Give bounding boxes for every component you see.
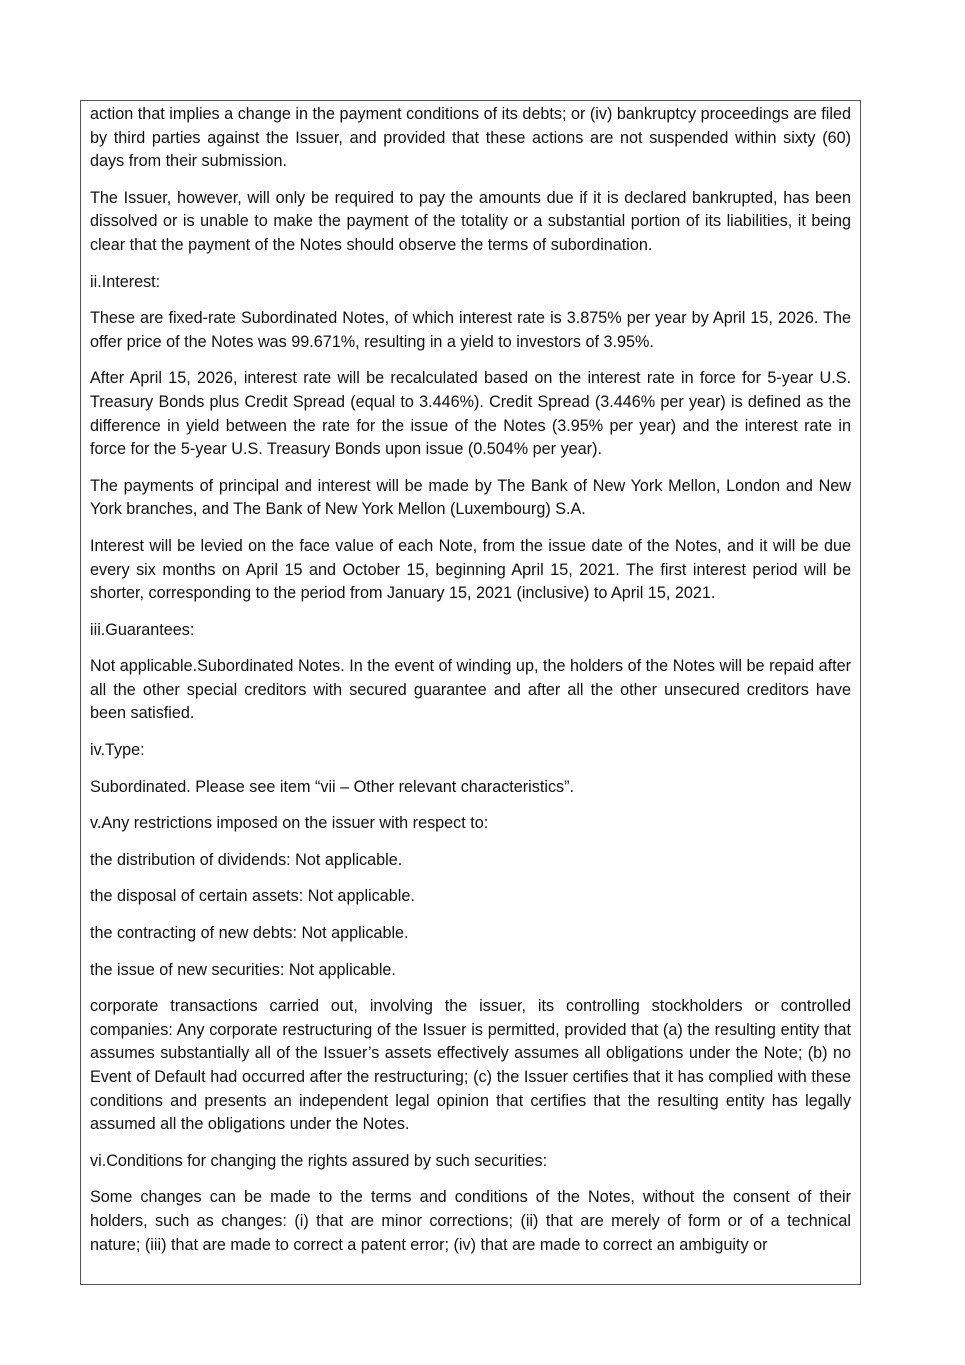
paragraph-changes-without-consent: Some changes can be made to the terms and conditions of the Notes, without the consent of their holders, such as changes: (i) that are minor corrections; (ii) that are merely of form or of a technical nature; (iii) that are made to correct a patent error; (iv) that are made to correct an ambiguity or xyxy=(90,1188,851,1254)
restriction-asset-disposal: the disposal of certain assets: Not applicable. xyxy=(90,887,415,906)
paragraph-interest-schedule: Interest will be levied on the face value of each Note, from the issue date of the Notes, and it will be due every six months on April 15 and October 15, beginning April 15, 2021. The first interest period will be shorter, corresponding to the period from January 15, 2021 (inclusive) to April 15, 2021. xyxy=(90,536,851,603)
section-heading-interest: ii.Interest: xyxy=(90,272,161,291)
paragraph-paying-agents: The payments of principal and interest will be made by The Bank of New York Mellon, London and New York branches, and The Bank of New York Mellon (Luxembourg) S.A. xyxy=(90,476,851,519)
paragraph-guarantees: Not applicable.Subordinated Notes. In the event of winding up, the holders of the Notes will be repaid after all the other special creditors with secured guarantee and after all the other unsecured creditors have been satisfied. xyxy=(90,657,851,723)
paragraph-fixed-rate: These are fixed-rate Subordinated Notes, of which interest rate is 3.875% per year by April 15, 2026. The offer price of the Notes was 99.671%, resulting in a yield to investors of 3.95%. xyxy=(90,309,851,351)
paragraph-rate-recalculation: After April 15, 2026, interest rate will be recalculated based on the interest rate in force for 5-year U.S. Treasury Bonds plus Credit Spread (equal to 3.446%). Credit Spread (3.446% per year) is defined as the difference in yield between the rate for the issue of the Notes (3.95% per year) and the interest rate in force for the 5-year U.S. Treasury Bonds upon issue (0.504% per year). xyxy=(90,369,851,459)
document-frame xyxy=(80,100,861,1285)
restriction-dividends: the distribution of dividends: Not applicable. xyxy=(90,850,403,869)
restriction-new-securities: the issue of new securities: Not applicable. xyxy=(90,960,396,979)
restriction-corporate-transactions: corporate transactions carried out, involving the issuer, its controlling stockholders or controlled companies: Any corporate restructuring of the Issuer is permitted, provided that (a) the resulting entity that assumes substantially all of the Issuer’s assets effectively assumes all obligations under the Note; (b) no Event of Default had occurred after the restructuring; (c) the Issuer certifies that it has complied with these conditions and presents an independent legal opinion that certifies that the resulting entity has legally assumed all the obligations under the Notes. xyxy=(90,997,851,1134)
paragraph-type: Subordinated. Please see item “vii – Other relevant characteristics”. xyxy=(90,777,575,796)
section-heading-type: iv.Type: xyxy=(90,741,145,760)
section-heading-guarantees: iii.Guarantees: xyxy=(90,620,195,639)
paragraph-issuer-payment-obligation: The Issuer, however, will only be required to pay the amounts due if it is declared bankrupted, has been dissolved or is unable to make the payment of the totality or a substantial portion of its liabilities, it being clear that the payment of the Notes should observe the terms of subordination. xyxy=(90,188,851,254)
section-heading-restrictions: v.Any restrictions imposed on the issuer with respect to: xyxy=(90,814,489,833)
paragraph-bankruptcy-continuation: action that implies a change in the payment conditions of its debts; or (iv) bankruptcy proceedings are filed by third parties against the Issuer, and provided that these actions are not suspended within sixty (60) days from their submission. xyxy=(90,105,851,171)
restriction-new-debts: the contracting of new debts: Not applicable. xyxy=(90,924,409,943)
section-heading-conditions-for-changes: vi.Conditions for changing the rights assured by such securities: xyxy=(90,1151,548,1170)
